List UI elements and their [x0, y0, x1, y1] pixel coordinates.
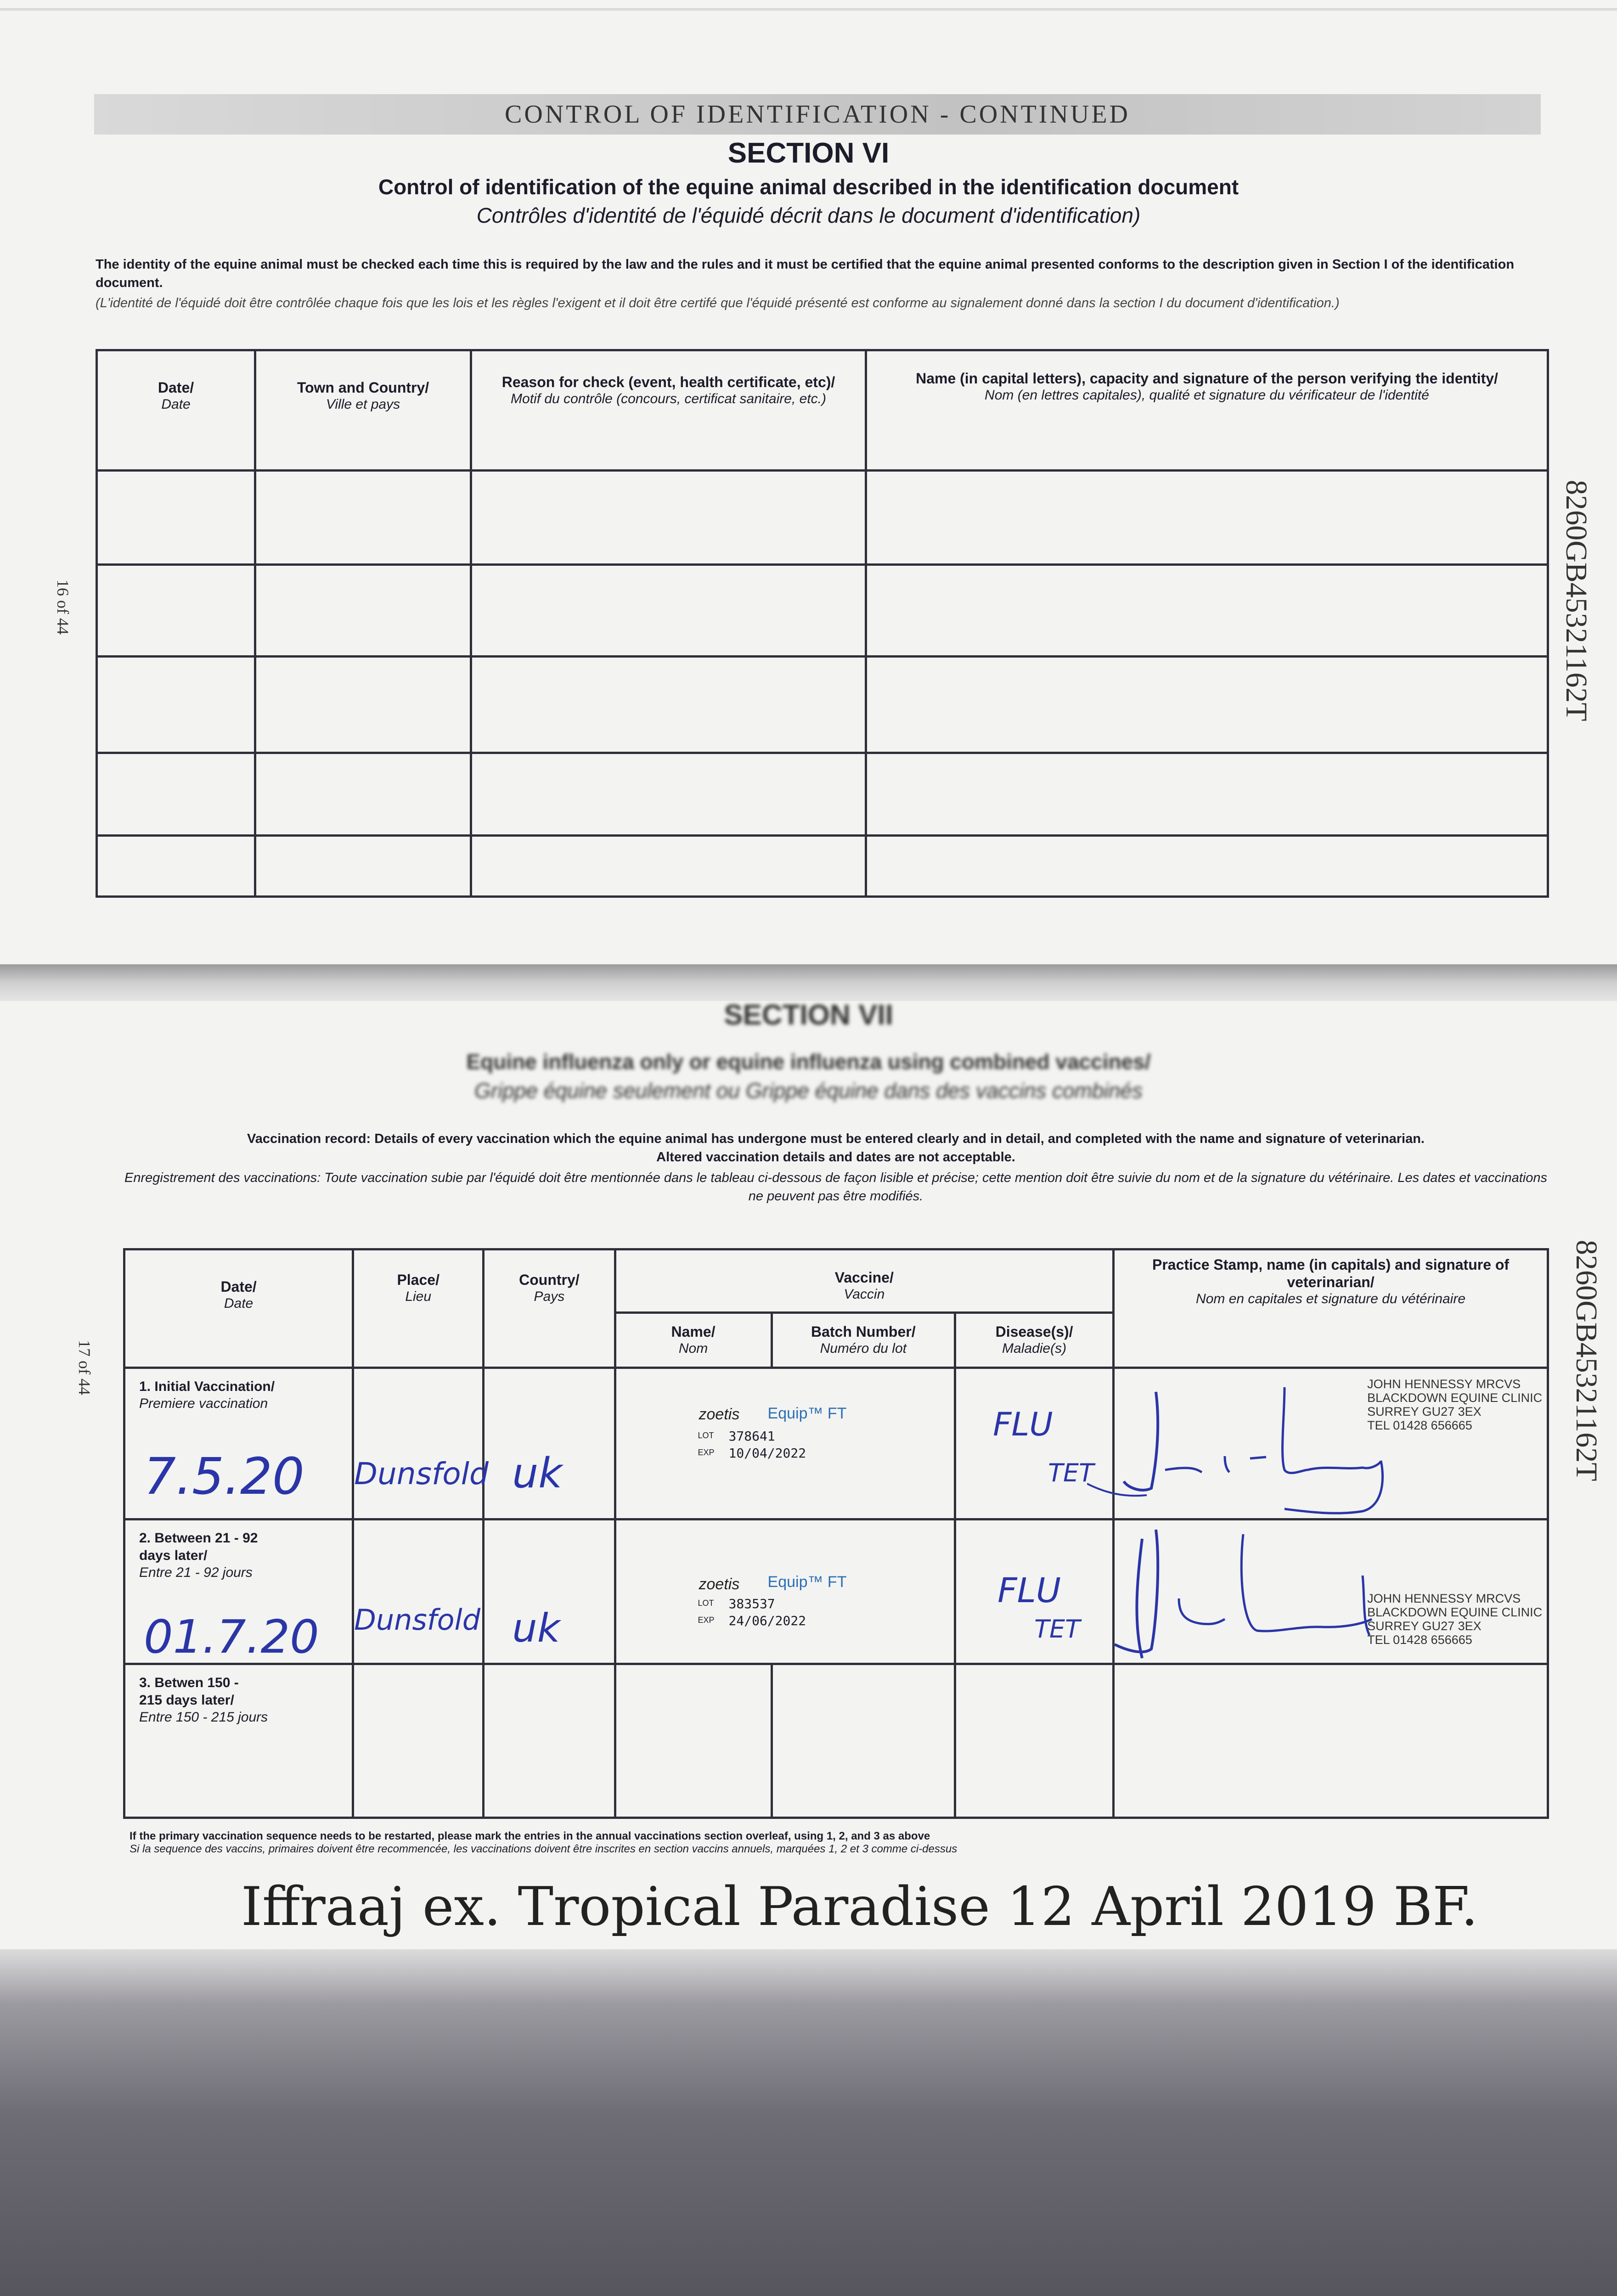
zoetis-brand-1: zoetis: [699, 1406, 740, 1423]
header-vax-place: [353, 1249, 484, 1368]
header-disease-fr: Maladie(s): [1002, 1341, 1067, 1356]
header-vax-date-fr: Date: [224, 1296, 254, 1311]
header-place-en: Place/: [397, 1272, 439, 1288]
disease-flu-2: FLU: [997, 1571, 1061, 1610]
identity-check-table: [96, 349, 1549, 898]
header-date: [97, 350, 255, 471]
vaccine-product-1: Equip™ FT: [767, 1405, 847, 1422]
vaccination-place-2: Dunsfold: [354, 1603, 481, 1637]
header-name-en: Name/: [671, 1323, 716, 1340]
header-vax-date: [124, 1249, 353, 1368]
practice-stamp-2: JOHN HENNESSY MRCVS BLACKDOWN EQUINE CLINIC SURREY GU27 3EX TEL 01428 656665: [1367, 1592, 1543, 1647]
section-vi-subtitle-en: Control of identification of the equine animal described in the identification document: [378, 175, 1239, 199]
exp-code-2: EXP: [698, 1615, 715, 1625]
table-row: [97, 657, 1548, 753]
vaccination-date-2: 01.7.20: [144, 1610, 319, 1664]
header-town-en: Town and Country/: [297, 379, 429, 396]
section-vi-instructions-en: The identity of the equine animal must be checked each time this is required by the law and the rules and it must be certified that the equine animal presented conforms to the description given in Section I of the identification document.: [96, 257, 1515, 290]
header-place-fr: Lieu: [405, 1289, 432, 1304]
header-country-en: Country/: [519, 1272, 580, 1288]
disease-tet-2: TET: [1034, 1615, 1081, 1643]
header-stamp-en: Practice Stamp, name (in capitals) and signature of veterinarian/: [1152, 1256, 1510, 1290]
practice-stamp-1: JOHN HENNESSY MRCVS BLACKDOWN EQUINE CLINIC SURREY GU27 3EX TEL 01428 656665: [1367, 1377, 1543, 1432]
row2-label-en: 2. Between 21 - 92 days later/: [139, 1531, 258, 1563]
header-batch-en: Batch Number/: [811, 1323, 916, 1340]
batch-number-2: 383537: [728, 1596, 775, 1611]
disease-flu-1: FLU: [993, 1406, 1053, 1443]
section-vi-title: SECTION VI: [727, 137, 890, 169]
expiry-date-2: 24/06/2022: [728, 1613, 806, 1628]
batch-number-1: 378641: [728, 1429, 775, 1444]
section-vii-title: SECTION VII: [724, 999, 893, 1031]
header-town-fr: Ville et pays: [326, 397, 400, 412]
vax-disease-cell-2: [955, 1519, 1114, 1664]
row1-label-fr: Premiere vaccination: [139, 1396, 268, 1411]
vax-label-sticker-1: [615, 1368, 955, 1519]
section-vii-subtitle-fr: Grippe équine seulement ou Grippe équine dans des vaccins combinés: [474, 1079, 1143, 1103]
header-reason-en: Reason for check (event, health certificate, etc)/: [501, 374, 835, 390]
row3-label-fr: Entre 150 - 215 jours: [139, 1710, 268, 1725]
identity-check-header-row: [97, 350, 1548, 471]
vax-date-cell-3: [124, 1664, 353, 1818]
header-verifier-en: Name (in capital letters), capacity and signature of the person verifying the identity/: [916, 370, 1498, 387]
row3-label-en: 3. Betwen 150 - 215 days later/: [139, 1675, 239, 1708]
vax-country-cell-1: [484, 1368, 615, 1519]
header-disease: [955, 1313, 1114, 1368]
header-country-fr: Pays: [534, 1289, 565, 1304]
header-name-fr: Nom: [678, 1341, 708, 1356]
veterinarian-signature-2: [1105, 1520, 1390, 1667]
header-reason: [471, 350, 866, 471]
table-row: [97, 753, 1548, 836]
table-row: [97, 836, 1548, 897]
vax-place-cell-1: [353, 1368, 489, 1519]
header-disease-en: Disease(s)/: [995, 1323, 1073, 1340]
passport-number-upper: 8260GB45321162T: [1560, 480, 1593, 721]
vaccination-table: [123, 1248, 1549, 1819]
header-date-fr: Date: [161, 397, 191, 412]
header-band-title: CONTROL OF IDENTIFICATION - CONTINUED: [505, 100, 1130, 129]
vaccination-row-1: [124, 1368, 1548, 1519]
page-number-16: 16 of 44: [54, 580, 72, 635]
header-vaccine-fr: Vaccin: [844, 1287, 885, 1302]
lot-code-2: LOT: [698, 1598, 714, 1608]
vaccination-date-1: 7.5.20: [144, 1447, 304, 1506]
vax-country-cell-2: [484, 1519, 615, 1664]
vax-stamp-cell-2: [1114, 1519, 1548, 1664]
page-number-17: 17 of 44: [75, 1340, 94, 1395]
header-vax-date-en: Date/: [220, 1278, 257, 1295]
header-town-country: [255, 350, 471, 471]
section-vi-subtitle-fr: Contrôles d'identité de l'équidé décrit dans le document d'identification): [476, 203, 1141, 227]
row1-label-en: 1. Initial Vaccination/: [139, 1379, 275, 1394]
scanner-shadow: [0, 1949, 1617, 2296]
vaccination-row-2: [124, 1519, 1548, 1664]
expiry-date-1: 10/04/2022: [728, 1446, 806, 1461]
exp-code-1: EXP: [698, 1448, 715, 1457]
vaccination-record-fr: Enregistrement des vaccinations: Toute vaccination subie par l'équidé doit être mentionnée dans le tableau ci-dessous de façon lisible et précise; cette mention doit être suivie du nom et de la signature du vétérinaire. Les dates et vaccinations ne peuvent pas être modifiés.: [124, 1171, 1547, 1204]
vaccination-place-1: Dunsfold: [354, 1456, 489, 1491]
header-practice-stamp: [1114, 1249, 1548, 1368]
handwritten-note: Iffraaj ex. Tropical Paradise 12 April 2019 BF.: [241, 1876, 1478, 1938]
vax-stamp-cell-1: [1114, 1368, 1548, 1519]
section-vii-subtitle-en: Equine influenza only or equine influenza using combined vaccines/: [466, 1050, 1151, 1074]
top-edge-rule: [0, 8, 1617, 11]
header-batch: [772, 1313, 955, 1368]
vax-place-cell-2: [353, 1519, 484, 1664]
vax-date-cell-1: [124, 1368, 353, 1519]
vaccination-record-en: Vaccination record: Details of every vaccination which the equine animal has undergone must be entered clearly and in detail, and completed with the name and signature of veterinarian.: [247, 1131, 1425, 1146]
passport-number-lower: 8260GB45321162T: [1570, 1240, 1603, 1481]
header-date-en: Date/: [158, 379, 194, 396]
header-vaccine-name: [615, 1313, 772, 1368]
row2-label-fr: Entre 21 - 92 jours: [139, 1565, 253, 1580]
vaccination-header-row: [124, 1249, 1548, 1313]
header-vaccine-en: Vaccine/: [834, 1269, 894, 1286]
header-verifier: [866, 350, 1548, 471]
section-vi-instructions-fr: (L'identité de l'équidé doit être contrôlée chaque fois que les lois et les règles l'exigent et il doit être certifé que l'équidé présenté est conforme au signalement donné dans la section I du document d'identification.): [96, 296, 1340, 310]
vax-date-cell-2: [124, 1519, 353, 1664]
header-reason-fr: Motif du contrôle (concours, certificat sanitaire, etc.): [511, 391, 826, 406]
header-verifier-fr: Nom (en lettres capitales), qualité et signature du vérificateur de l'identité: [985, 388, 1429, 403]
lot-code-1: LOT: [698, 1431, 714, 1440]
zoetis-brand-2: zoetis: [699, 1576, 740, 1593]
page-fold-shadow: [0, 964, 1617, 1001]
vax-label-sticker-2: [615, 1519, 955, 1664]
disease-tet-1: TET: [1048, 1458, 1094, 1487]
table-row: [97, 471, 1548, 565]
header-stamp-fr: Nom en capitales et signature du vétérinaire: [1196, 1291, 1466, 1306]
restart-footnote-en: If the primary vaccination sequence needs to be restarted, please mark the entries in the annual vaccinations section overleaf, using 1, 2, and 3 as above: [130, 1830, 930, 1842]
vaccine-product-2: Equip™ FT: [767, 1573, 847, 1591]
table-row: [97, 565, 1548, 657]
restart-footnote-fr: Si la sequence des vaccins, primaires doivent être recommencée, les vaccinations doivent être inscrites en section vaccins annuels, marquées 1, 2 et 3 comme ci-dessus: [130, 1843, 958, 1855]
vaccination-record-en-2: Altered vaccination details and dates are not acceptable.: [656, 1150, 1015, 1165]
header-batch-fr: Numéro du lot: [820, 1341, 907, 1356]
vaccination-country-2: uk: [512, 1605, 560, 1651]
header-vaccine: [615, 1249, 1114, 1313]
veterinarian-signature-1: [1087, 1378, 1436, 1516]
vaccination-country-1: uk: [512, 1449, 563, 1497]
vaccination-row-3: [124, 1664, 1548, 1818]
header-vax-country: [484, 1249, 615, 1368]
